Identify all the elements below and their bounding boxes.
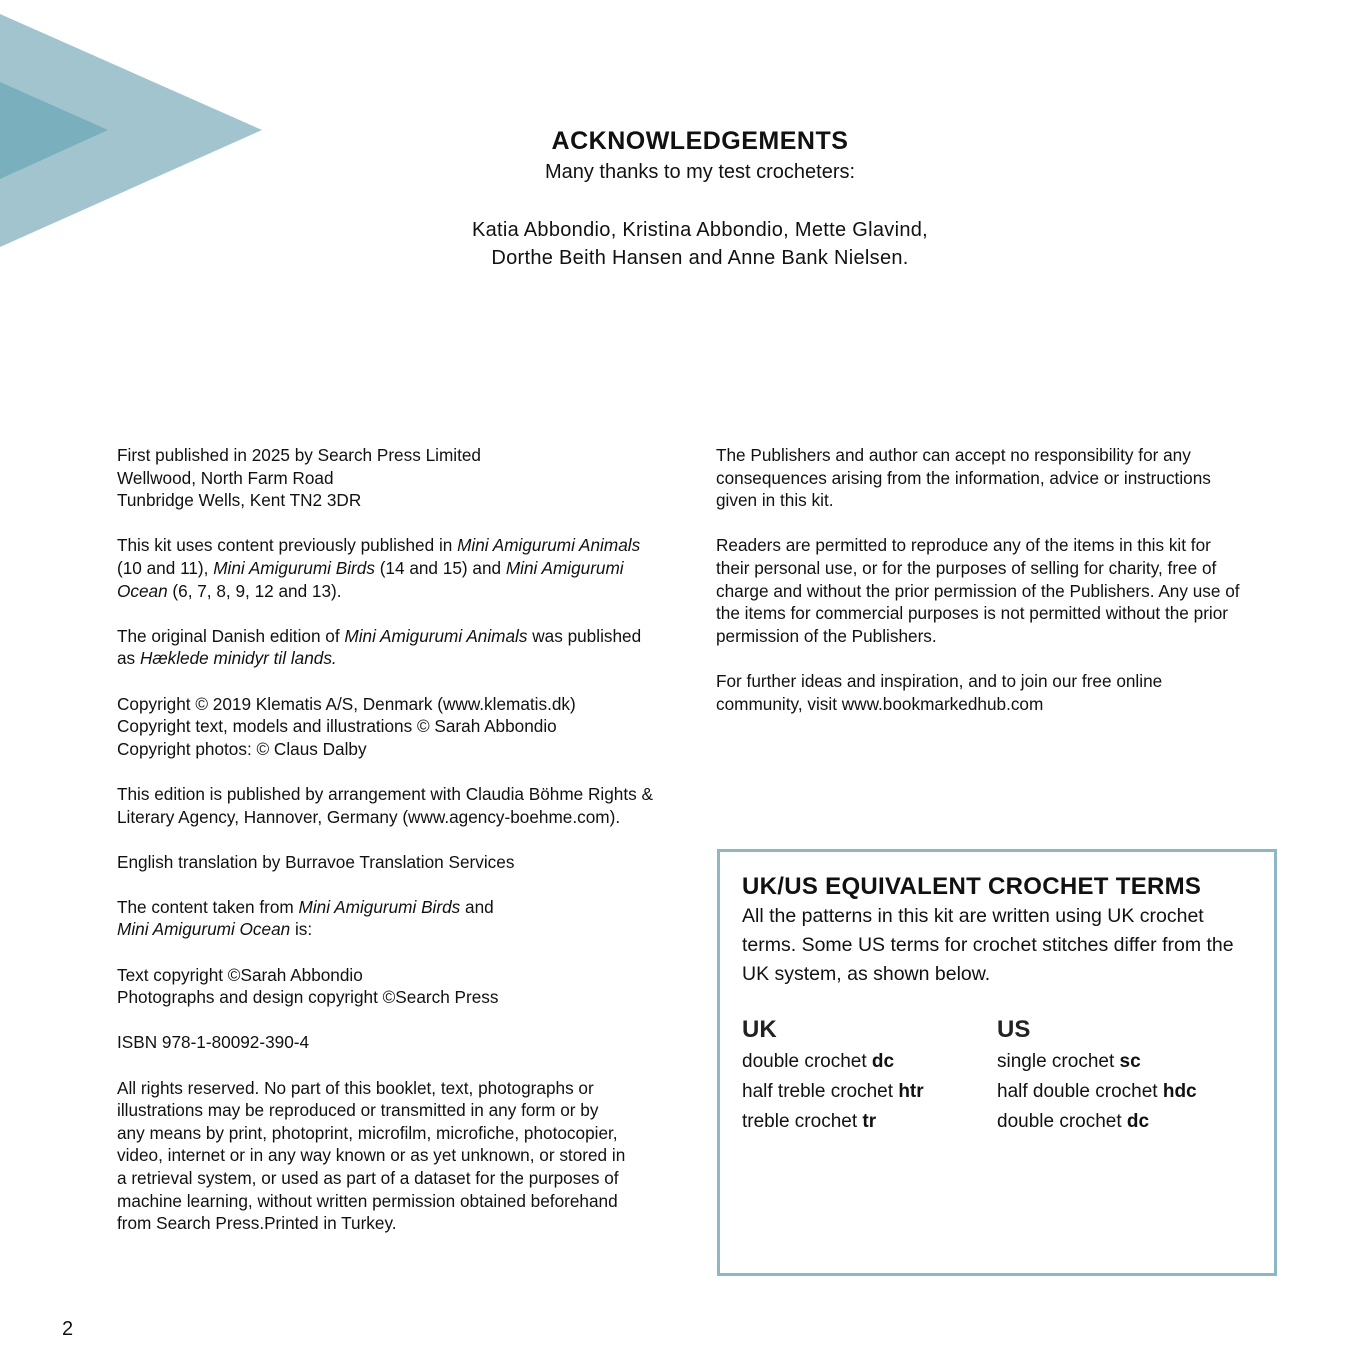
- translation-credit: English translation by Burravoe Translation Services: [117, 851, 515, 872]
- term-row: [742, 1077, 997, 1107]
- book-title: Mini Amigurumi Animals: [344, 625, 528, 646]
- book-title: Mini Amigurumi Birds: [298, 896, 461, 917]
- left-column: [117, 444, 692, 1257]
- book-title: Mini Amigurumi Ocean: [117, 557, 624, 601]
- text-copyright-paragraph: Text copyright ©Sarah Abbondio Photographs and design copyright ©Search Press: [117, 964, 499, 1008]
- acknowledgements-section: [300, 124, 1100, 272]
- term-row: [742, 1047, 997, 1077]
- names-line-1: Katia Abbondio, Kristina Abbondio, Mette Glavind,: [471, 219, 929, 241]
- term-row: [997, 1077, 1252, 1107]
- copyright-paragraph: Copyright © 2019 Klematis A/S, Denmark (www.klematis.dk) Copyright text, models and illustrations © Sarah Abbondio Copyright photos: © Claus Dalby: [117, 693, 576, 759]
- uk-heading: UK: [742, 1016, 777, 1043]
- term-name: half treble crochet: [742, 1081, 899, 1102]
- term-abbreviation: dc: [871, 1051, 895, 1072]
- arrangement-paragraph: This edition is published by arrangement with Claudia Böhme Rights & Literary Agency, Hannover, Germany (www.agency-boehme.com).: [117, 783, 653, 827]
- term-abbreviation: sc: [1119, 1051, 1141, 1072]
- text: (14 and 15) and: [374, 557, 506, 578]
- term-abbreviation: dc: [1126, 1111, 1150, 1132]
- book-title: Mini Amigurumi Birds: [213, 557, 375, 578]
- acknowledgements-title: ACKNOWLEDGEMENTS: [551, 127, 849, 155]
- term-abbreviation: htr: [898, 1081, 924, 1102]
- term-name: half double crochet: [997, 1081, 1163, 1102]
- right-column: [716, 444, 1296, 738]
- isbn: ISBN 978-1-80092-390-4: [117, 1032, 310, 1053]
- term-abbreviation: tr: [862, 1111, 877, 1132]
- book-title: Mini Amigurumi Animals: [457, 535, 641, 556]
- text: is:: [290, 919, 313, 940]
- text: The content taken from: [117, 896, 299, 917]
- content-source-paragraph: [117, 534, 692, 602]
- danish-edition-paragraph: [117, 625, 692, 670]
- book-title: Mini Amigurumi Ocean: [117, 919, 291, 940]
- names-line-2: Dorthe Beith Hansen and Anne Bank Nielsen.: [491, 247, 909, 269]
- text: (10 and 11),: [117, 557, 209, 578]
- text: (6, 7, 8, 9, 12 and 13).: [167, 580, 342, 601]
- community-paragraph: For further ideas and inspiration, and to join our free online community, visit www.bookmarkedhub.com: [716, 670, 1163, 714]
- term-row: [997, 1107, 1252, 1137]
- book-title: Hæklede minidyr til lands.: [139, 648, 337, 669]
- page-number: 2: [62, 1318, 74, 1340]
- decorative-triangles: [0, 0, 270, 250]
- responsibility-paragraph: The Publishers and author can accept no responsibility for any consequences arising from the information, advice or instructions given in this kit.: [716, 445, 1211, 511]
- term-abbreviation: hdc: [1162, 1081, 1197, 1102]
- text: was published as: [117, 625, 642, 669]
- uk-terms-column: [742, 1015, 997, 1137]
- publisher-address: First published in 2025 by Search Press Limited Wellwood, North Farm Road Tunbridge Wells, Kent TN2 3DR: [117, 445, 481, 511]
- term-name: double crochet: [742, 1051, 872, 1072]
- crochet-terms-box: [717, 849, 1277, 1276]
- terms-columns: [742, 1015, 1252, 1137]
- terms-intro: All the patterns in this kit are written using UK crochet terms. Some US terms for crochet stitches differ from the UK system, as shown below.: [742, 905, 1234, 985]
- text: This kit uses content previously published in: [117, 535, 458, 556]
- text: The original Danish edition of: [117, 625, 345, 646]
- term-name: double crochet: [997, 1111, 1127, 1132]
- term-row: [742, 1107, 997, 1137]
- rights-paragraph: All rights reserved. No part of this booklet, text, photographs or illustrations may be reproduced or transmitted in any form or by any means by print, photoprint, microfilm, microfiche, photocopier, video, internet or in any way known or as yet unknown, or stored in a retrieval system, or used as part of a dataset for the purposes of machine learning, without written permission obtained beforehand from Search Press.Printed in Turkey.: [117, 1077, 626, 1234]
- names-list: [300, 216, 1100, 272]
- term-name: treble crochet: [742, 1111, 863, 1132]
- permission-paragraph: Readers are permitted to reproduce any of the items in this kit for their personal use, or for the purposes of selling for charity, free of charge and without the prior permission of the Publishers. Any use of the items for commercial purposes is not permitted without the prior permission of the Publishers.: [716, 535, 1240, 646]
- content-taken-paragraph: [117, 896, 692, 941]
- term-row: [997, 1047, 1252, 1077]
- text: and: [465, 896, 494, 917]
- terms-title: UK/US EQUIVALENT CROCHET TERMS: [742, 873, 1202, 900]
- term-name: single crochet: [997, 1051, 1120, 1072]
- us-heading: US: [997, 1016, 1031, 1043]
- thanks-line: Many thanks to my test crocheters:: [544, 161, 856, 183]
- us-terms-column: [997, 1015, 1252, 1137]
